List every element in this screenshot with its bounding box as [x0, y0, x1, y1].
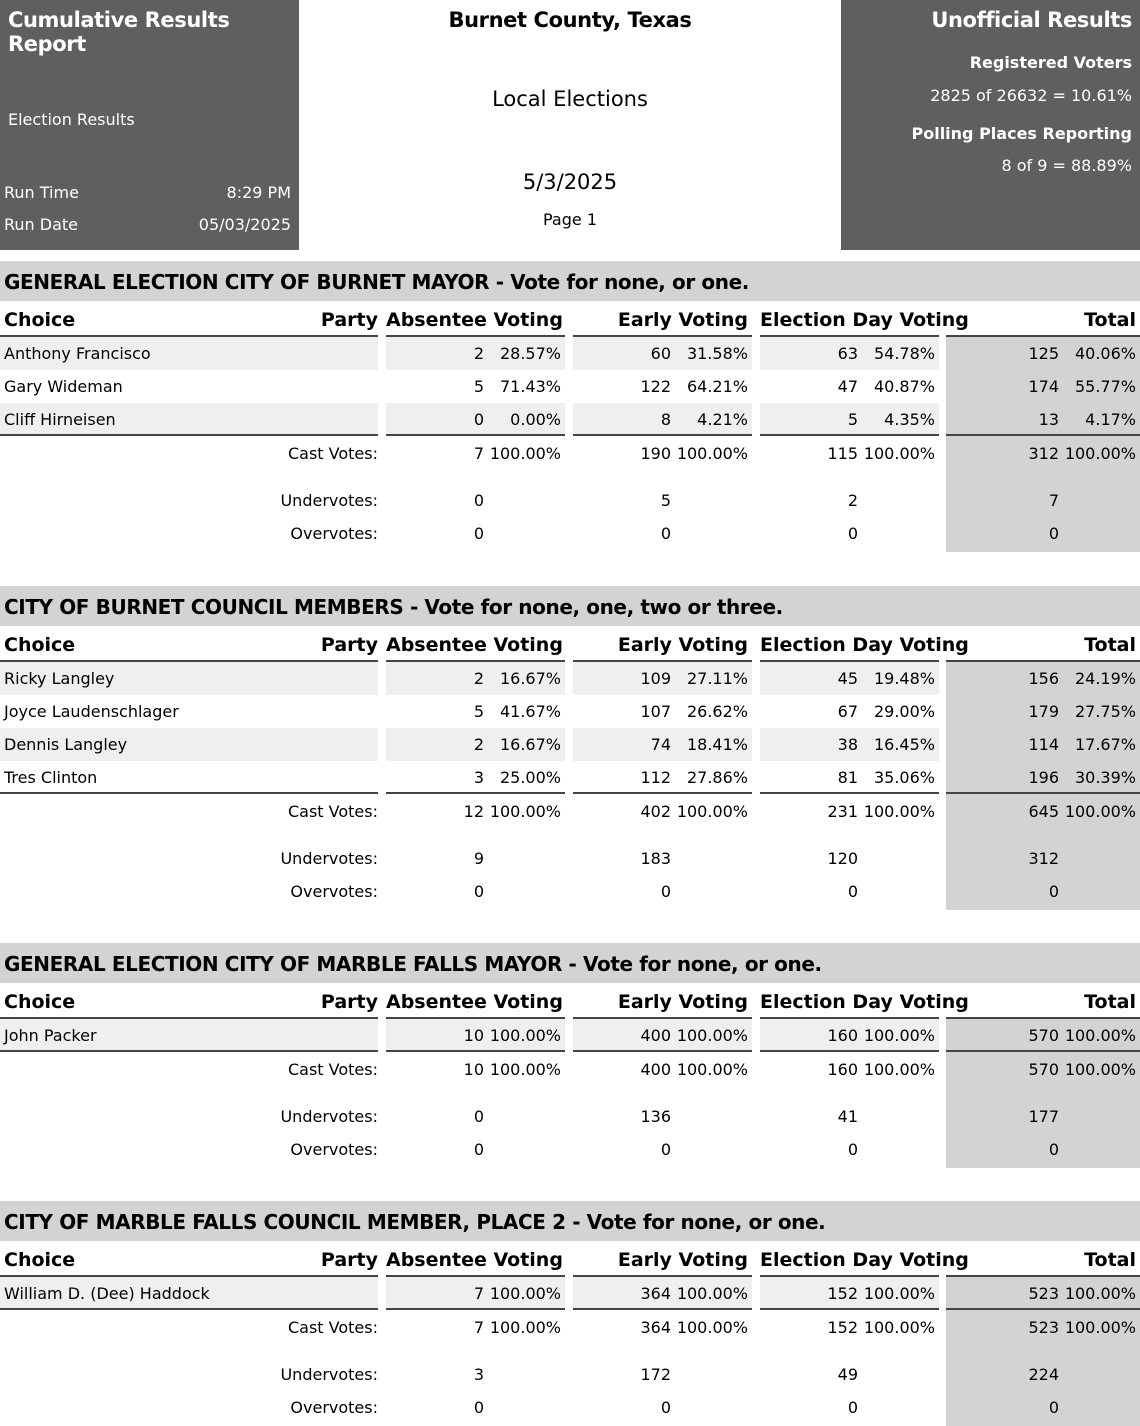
- cast-votes-label: Cast Votes:: [287, 1318, 378, 1337]
- undervotes-election-day: 120: [827, 849, 858, 868]
- early-percent: 27.86%: [686, 768, 748, 787]
- absentee-votes: 5: [473, 377, 484, 396]
- undervotes-absentee: 3: [473, 1365, 484, 1384]
- column-header-choice: Choice: [4, 634, 76, 656]
- contest-section: [0, 943, 1140, 1159]
- candidate-row: [0, 728, 1140, 761]
- absentee-percent: 100.00%: [489, 1026, 561, 1045]
- column-header-early: Early Voting: [617, 634, 748, 656]
- cast-election-day-percent: 100.00%: [863, 444, 935, 463]
- cast-absentee: 7: [473, 1318, 484, 1337]
- undervotes-election-day: 49: [837, 1365, 858, 1384]
- report-header-right: [841, 0, 1140, 250]
- early-percent: 26.62%: [686, 702, 748, 721]
- candidate-name: John Packer: [4, 1026, 97, 1045]
- cast-early-percent: 100.00%: [676, 1060, 748, 1079]
- contest-instruction: - Vote for none, or one.: [565, 1210, 826, 1234]
- column-header-choice: Choice: [4, 991, 76, 1013]
- total-votes: 125: [1028, 344, 1059, 363]
- overvotes-label: Overvotes:: [290, 882, 378, 901]
- total-votes: 174: [1028, 377, 1059, 396]
- cast-early: 364: [640, 1318, 671, 1337]
- overvotes-absentee: 0: [473, 524, 484, 543]
- election-name: Local Elections: [492, 87, 648, 111]
- cast-votes-label: Cast Votes:: [287, 802, 378, 821]
- early-votes: 364: [640, 1284, 671, 1303]
- undervotes-absentee: 0: [473, 491, 484, 510]
- election-day-votes: 38: [837, 735, 858, 754]
- early-votes: 74: [650, 735, 671, 754]
- election-day-percent: 100.00%: [863, 1284, 935, 1303]
- overvotes-total: 0: [1048, 882, 1059, 901]
- undervotes-row: [0, 1358, 1140, 1391]
- undervotes-row: [0, 842, 1140, 875]
- early-percent: 64.21%: [686, 377, 748, 396]
- undervotes-total: 177: [1028, 1107, 1059, 1126]
- undervotes-label: Undervotes:: [280, 491, 378, 510]
- contest-name: GENERAL ELECTION CITY OF MARBLE FALLS MAYOR: [4, 952, 562, 976]
- cast-early-percent: 100.00%: [676, 1318, 748, 1337]
- column-header-absentee: Absentee Voting: [386, 991, 563, 1013]
- candidate-row: [0, 1277, 1140, 1310]
- contest-section: [0, 261, 1140, 543]
- absentee-votes: 10: [463, 1026, 484, 1045]
- cast-votes-row: [0, 795, 1140, 828]
- candidate-name: Tres Clinton: [4, 768, 98, 787]
- early-percent: 4.21%: [697, 410, 748, 429]
- cast-votes-row: [0, 437, 1140, 470]
- absentee-votes: 7: [473, 1284, 484, 1303]
- undervotes-election-day: 2: [847, 491, 858, 510]
- cast-absentee-percent: 100.00%: [489, 802, 561, 821]
- column-header-row: [0, 301, 1140, 337]
- cast-early: 402: [640, 802, 671, 821]
- candidate-name: Dennis Langley: [4, 735, 128, 754]
- total-votes: 156: [1028, 669, 1059, 688]
- election-day-votes: 152: [827, 1284, 858, 1303]
- column-header-absentee: Absentee Voting: [386, 1249, 563, 1271]
- column-header-total: Total: [1084, 634, 1136, 656]
- cast-total: 523: [1028, 1318, 1059, 1337]
- overvotes-total: 0: [1048, 1398, 1059, 1417]
- contest-name: CITY OF MARBLE FALLS COUNCIL MEMBER, PLACE 2: [4, 1210, 566, 1234]
- column-header-party: Party: [320, 1249, 378, 1271]
- column-header-absentee: Absentee Voting: [386, 634, 563, 656]
- election-day-percent: 100.00%: [863, 1026, 935, 1045]
- candidate-row: [0, 695, 1140, 728]
- candidate-row: [0, 1019, 1140, 1052]
- column-header-early: Early Voting: [617, 1249, 748, 1271]
- column-header-party: Party: [320, 309, 378, 331]
- cast-absentee: 12: [463, 802, 484, 821]
- undervotes-absentee: 0: [473, 1107, 484, 1126]
- election-day-percent: 29.00%: [873, 702, 935, 721]
- absentee-percent: 28.57%: [499, 344, 561, 363]
- absentee-votes: 2: [473, 669, 484, 688]
- cast-election-day: 115: [827, 444, 858, 463]
- overvotes-row: [0, 517, 1140, 550]
- overvotes-early: 0: [660, 1140, 671, 1159]
- election-day-percent: 54.78%: [873, 344, 935, 363]
- registered-voters-value: 2825 of 26632 = 10.61%: [930, 86, 1132, 105]
- run-time-label: Run Time: [4, 183, 79, 202]
- candidate-name: Cliff Hirneisen: [4, 410, 116, 429]
- contest-title: [0, 1201, 1140, 1241]
- early-percent: 100.00%: [676, 1026, 748, 1045]
- column-header-total: Total: [1084, 1249, 1136, 1271]
- undervotes-label: Undervotes:: [280, 1107, 378, 1126]
- total-votes: 13: [1038, 410, 1059, 429]
- column-header-early: Early Voting: [617, 309, 748, 331]
- early-votes: 122: [640, 377, 671, 396]
- column-header-total: Total: [1084, 309, 1136, 331]
- undervotes-early: 136: [640, 1107, 671, 1126]
- election-day-votes: 5: [847, 410, 858, 429]
- contest-section: [0, 586, 1140, 901]
- registered-voters-label: Registered Voters: [969, 53, 1132, 72]
- column-header-choice: Choice: [4, 1249, 76, 1271]
- early-percent: 100.00%: [676, 1284, 748, 1303]
- contest-name: CITY OF BURNET COUNCIL MEMBERS: [4, 595, 404, 619]
- early-votes: 8: [660, 410, 671, 429]
- absentee-percent: 71.43%: [499, 377, 561, 396]
- absentee-votes: 3: [473, 768, 484, 787]
- undervotes-election-day: 41: [837, 1107, 858, 1126]
- election-date: 5/3/2025: [522, 170, 618, 194]
- column-header-total: Total: [1084, 991, 1136, 1013]
- absentee-votes: 2: [473, 735, 484, 754]
- contest-title: [0, 261, 1140, 301]
- cast-votes-label: Cast Votes:: [287, 444, 378, 463]
- cast-total-percent: 100.00%: [1064, 802, 1136, 821]
- absentee-votes: 0: [473, 410, 484, 429]
- candidate-name: Joyce Laudenschlager: [4, 702, 179, 721]
- column-header-election-day: Election Day Voting: [760, 991, 969, 1013]
- total-percent: 100.00%: [1064, 1026, 1136, 1045]
- column-header-party: Party: [320, 634, 378, 656]
- cast-total-percent: 100.00%: [1064, 1318, 1136, 1337]
- cast-total-percent: 100.00%: [1064, 1060, 1136, 1079]
- election-day-votes: 63: [837, 344, 858, 363]
- cast-votes-label: Cast Votes:: [287, 1060, 378, 1079]
- total-percent: 4.17%: [1085, 410, 1136, 429]
- overvotes-row: [0, 875, 1140, 908]
- overvotes-label: Overvotes:: [290, 1398, 378, 1417]
- results-status: Unofficial Results: [931, 8, 1132, 32]
- run-time-value: 8:29 PM: [226, 183, 291, 202]
- cast-absentee-percent: 100.00%: [489, 444, 561, 463]
- contest-section: [0, 1201, 1140, 1417]
- cast-early-percent: 100.00%: [676, 444, 748, 463]
- polling-places-label: Polling Places Reporting: [911, 124, 1132, 143]
- column-header-election-day: Election Day Voting: [760, 1249, 969, 1271]
- overvotes-early: 0: [660, 882, 671, 901]
- column-header-party: Party: [320, 991, 378, 1013]
- total-votes: 523: [1028, 1284, 1059, 1303]
- election-day-votes: 160: [827, 1026, 858, 1045]
- election-day-percent: 19.48%: [873, 669, 935, 688]
- undervotes-row: [0, 1100, 1140, 1133]
- candidate-name: Ricky Langley: [4, 669, 115, 688]
- early-percent: 18.41%: [686, 735, 748, 754]
- report-subtitle: Election Results: [8, 110, 135, 129]
- early-votes: 107: [640, 702, 671, 721]
- total-votes: 570: [1028, 1026, 1059, 1045]
- polling-places-value: 8 of 9 = 88.89%: [1001, 156, 1132, 175]
- early-votes: 400: [640, 1026, 671, 1045]
- cast-total: 645: [1028, 802, 1059, 821]
- election-day-percent: 40.87%: [873, 377, 935, 396]
- undervotes-label: Undervotes:: [280, 1365, 378, 1384]
- undervotes-early: 5: [660, 491, 671, 510]
- cast-early-percent: 100.00%: [676, 802, 748, 821]
- election-day-percent: 16.45%: [873, 735, 935, 754]
- contest-instruction: - Vote for none, or one.: [489, 270, 749, 294]
- county-name: Burnet County, Texas: [448, 8, 692, 32]
- report-header-center: [299, 0, 841, 250]
- overvotes-total: 0: [1048, 524, 1059, 543]
- report-header-left: [0, 0, 299, 250]
- absentee-percent: 16.67%: [499, 669, 561, 688]
- candidate-name: Anthony Francisco: [4, 344, 151, 363]
- early-votes: 109: [640, 669, 671, 688]
- run-date-label: Run Date: [4, 215, 79, 234]
- total-votes: 114: [1028, 735, 1059, 754]
- overvotes-label: Overvotes:: [290, 1140, 378, 1159]
- overvotes-label: Overvotes:: [290, 524, 378, 543]
- overvotes-absentee: 0: [473, 882, 484, 901]
- column-header-row: [0, 983, 1140, 1019]
- total-percent: 30.39%: [1074, 768, 1136, 787]
- contest-instruction: - Vote for none, one, two or three.: [403, 595, 783, 619]
- cast-early: 190: [640, 444, 671, 463]
- candidate-row: [0, 403, 1140, 436]
- cast-total: 570: [1028, 1060, 1059, 1079]
- run-date-value: 05/03/2025: [198, 215, 291, 234]
- undervotes-early: 172: [640, 1365, 671, 1384]
- cast-absentee-percent: 100.00%: [489, 1318, 561, 1337]
- total-votes: 196: [1028, 768, 1059, 787]
- page-number: Page 1: [543, 210, 597, 229]
- absentee-percent: 0.00%: [510, 410, 561, 429]
- cast-votes-row: [0, 1311, 1140, 1344]
- candidate-row: [0, 337, 1140, 370]
- undervotes-total: 312: [1028, 849, 1059, 868]
- candidate-row: [0, 662, 1140, 695]
- undervotes-total: 7: [1048, 491, 1059, 510]
- total-percent: 17.67%: [1074, 735, 1136, 754]
- absentee-percent: 25.00%: [499, 768, 561, 787]
- absentee-percent: 100.00%: [489, 1284, 561, 1303]
- contest-instruction: - Vote for none, or one.: [561, 952, 822, 976]
- cast-election-day-percent: 100.00%: [863, 1060, 935, 1079]
- election-day-votes: 45: [837, 669, 858, 688]
- undervotes-total: 224: [1028, 1365, 1059, 1384]
- undervotes-early: 183: [640, 849, 671, 868]
- candidate-name: William D. (Dee) Haddock: [4, 1284, 210, 1303]
- column-header-early: Early Voting: [617, 991, 748, 1013]
- early-votes: 60: [650, 344, 671, 363]
- contest-name: GENERAL ELECTION CITY OF BURNET MAYOR: [4, 270, 490, 294]
- overvotes-absentee: 0: [473, 1398, 484, 1417]
- election-day-votes: 67: [837, 702, 858, 721]
- cast-total-percent: 100.00%: [1064, 444, 1136, 463]
- total-percent: 40.06%: [1074, 344, 1136, 363]
- column-header-absentee: Absentee Voting: [386, 309, 563, 331]
- absentee-votes: 5: [473, 702, 484, 721]
- column-header-election-day: Election Day Voting: [760, 634, 969, 656]
- cast-total: 312: [1028, 444, 1059, 463]
- overvotes-election-day: 0: [847, 1140, 858, 1159]
- overvotes-election-day: 0: [847, 1398, 858, 1417]
- election-day-votes: 81: [837, 768, 858, 787]
- overvotes-early: 0: [660, 524, 671, 543]
- candidate-row: [0, 761, 1140, 794]
- absentee-percent: 16.67%: [499, 735, 561, 754]
- overvotes-early: 0: [660, 1398, 671, 1417]
- total-percent: 100.00%: [1064, 1284, 1136, 1303]
- election-day-percent: 4.35%: [884, 410, 935, 429]
- column-header-row: [0, 626, 1140, 662]
- early-votes: 112: [640, 768, 671, 787]
- total-percent: 24.19%: [1074, 669, 1136, 688]
- contest-title: [0, 586, 1140, 626]
- overvotes-election-day: 0: [847, 882, 858, 901]
- undervotes-absentee: 9: [473, 849, 484, 868]
- total-percent: 27.75%: [1074, 702, 1136, 721]
- cast-absentee: 7: [473, 444, 484, 463]
- overvotes-row: [0, 1391, 1140, 1424]
- cast-votes-row: [0, 1053, 1140, 1086]
- overvotes-row: [0, 1133, 1140, 1166]
- overvotes-election-day: 0: [847, 524, 858, 543]
- undervotes-row: [0, 484, 1140, 517]
- contest-title: [0, 943, 1140, 983]
- column-header-row: [0, 1241, 1140, 1277]
- cast-absentee: 10: [463, 1060, 484, 1079]
- cast-absentee-percent: 100.00%: [489, 1060, 561, 1079]
- election-day-votes: 47: [837, 377, 858, 396]
- candidate-name: Gary Wideman: [4, 377, 123, 396]
- overvotes-total: 0: [1048, 1140, 1059, 1159]
- cast-election-day-percent: 100.00%: [863, 802, 935, 821]
- early-percent: 27.11%: [686, 669, 748, 688]
- candidate-row: [0, 370, 1140, 403]
- early-percent: 31.58%: [686, 344, 748, 363]
- cast-election-day-percent: 100.00%: [863, 1318, 935, 1337]
- column-header-choice: Choice: [4, 309, 76, 331]
- cast-election-day: 152: [827, 1318, 858, 1337]
- total-votes: 179: [1028, 702, 1059, 721]
- overvotes-absentee: 0: [473, 1140, 484, 1159]
- cast-election-day: 160: [827, 1060, 858, 1079]
- cast-election-day: 231: [827, 802, 858, 821]
- column-header-election-day: Election Day Voting: [760, 309, 969, 331]
- report-title: Cumulative Results Report: [8, 8, 230, 56]
- absentee-percent: 41.67%: [499, 702, 561, 721]
- absentee-votes: 2: [473, 344, 484, 363]
- total-percent: 55.77%: [1074, 377, 1136, 396]
- election-day-percent: 35.06%: [873, 768, 935, 787]
- cast-early: 400: [640, 1060, 671, 1079]
- undervotes-label: Undervotes:: [280, 849, 378, 868]
